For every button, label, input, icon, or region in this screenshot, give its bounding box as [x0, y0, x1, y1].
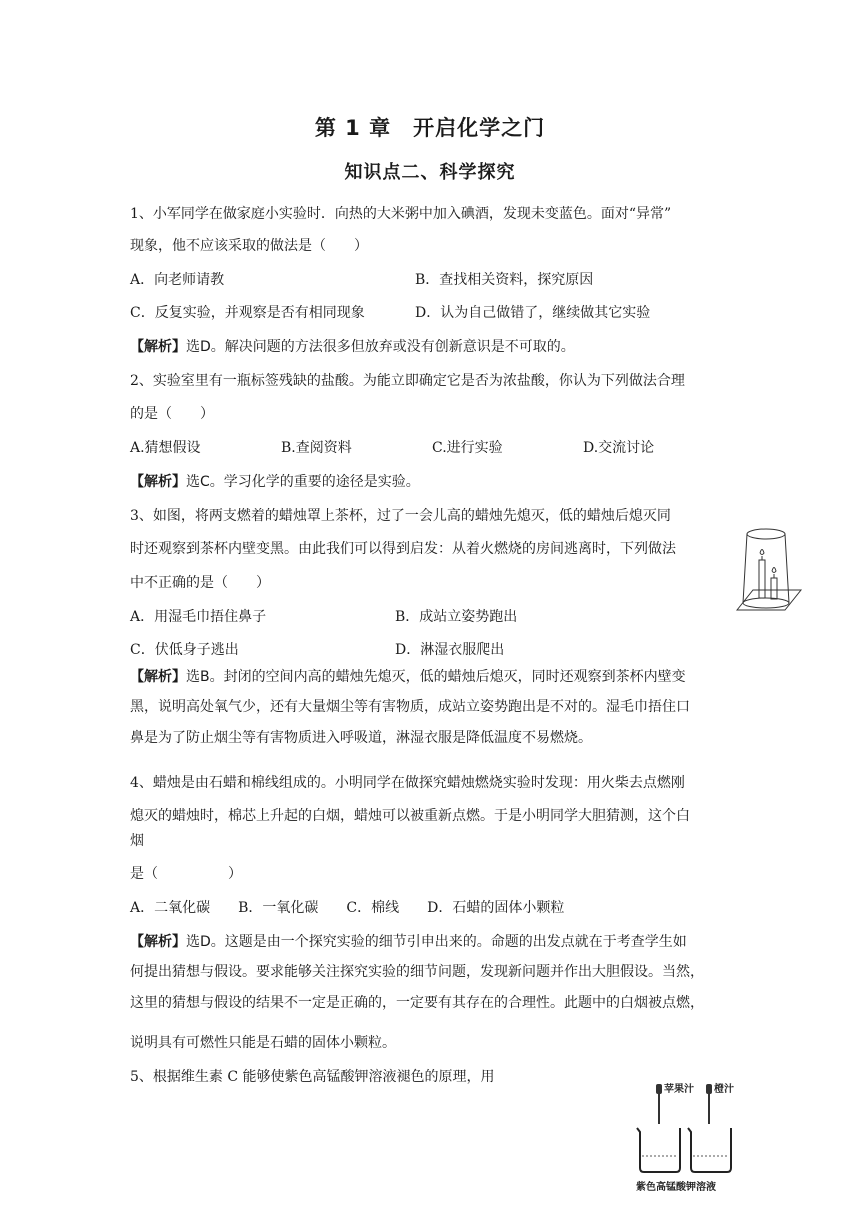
q4-analysis-line1: [130, 932, 687, 952]
dropper-bulb-apple: [656, 1084, 662, 1094]
q5-stem-line1: 5、根据维生素 C 能够使紫色高锰酸钾溶液褪色的原理，用: [130, 1069, 495, 1085]
q3-analysis-line1: [130, 667, 686, 687]
q2-option-c: C.进行实验: [432, 440, 503, 456]
q3-stem-line3: 中不正确的是（ ）: [130, 575, 270, 591]
q4-stem-line2: 熄灭的蜡烛时，棉芯上升起的白烟，蜡烛可以被重新点燃。于是小明同学大胆猜测，这个白: [130, 808, 690, 824]
short-flame-icon: [772, 568, 776, 579]
analysis-tag: 【解析】: [130, 474, 186, 490]
dropper-bulb-orange: [706, 1084, 712, 1094]
q4-options: A．二氧化碳 B．一氧化碳 C．棉线 D．石蜡的固体小颗粒: [130, 900, 565, 916]
q1-option-b: B．查找相关资料，探究原因: [415, 272, 594, 288]
q2-stem-line1: 2、实验室里有一瓶标签残缺的盐酸。为能立即确定它是否为浓盐酸，你认为下列做法合理: [130, 373, 685, 389]
q3-analysis-text: 选B。封闭的空间内高的蜡烛先熄灭，低的蜡烛后熄灭，同时还观察到茶杯内壁变: [186, 669, 686, 685]
q2-option-b: B.查阅资料: [281, 440, 352, 456]
q4-stem-line1: 4、蜡烛是由石蜡和棉线组成的。小明同学在做探究蜡烛燃烧实验时发现：用火柴去点燃刚: [130, 775, 685, 791]
q1-option-d: D．认为自己做错了，继续做其它实验: [415, 305, 651, 321]
q2-stem-line2: 的是（ ）: [130, 406, 214, 422]
short-candle: [771, 578, 777, 599]
tall-flame-icon: [760, 550, 764, 561]
q4-analysis-line3: 这里的猜想与假设的结果不一定是正确的，一定要有其存在的合理性。此题中的白烟被点燃，: [130, 995, 704, 1011]
q4-stem-line3: 烟: [130, 833, 144, 849]
q4-analysis-line2: 何提出猜想与假设。要求能够关注探究实验的细节问题，发现新问题并作出大胆假设。当然，: [130, 964, 704, 980]
tall-candle: [759, 560, 765, 598]
q3-analysis-line3: 鼻是为了防止烟尘等有害物质进入呼吸道，淋湿衣服是降低温度不易燃烧。: [130, 730, 592, 746]
analysis-tag: 【解析】: [130, 339, 186, 355]
chapter-title: 第 1 章 开启化学之门: [314, 116, 546, 140]
q3-stem-line2: 时还观察到茶杯内壁变黑。由此我们可以得到启发：从着火燃烧的房间逃离时，下列做法: [130, 541, 676, 557]
cup-body: [743, 534, 789, 603]
q1-stem-line2: 现象，他不应该采取的做法是（ ）: [130, 238, 368, 254]
q2-analysis-text: 选C。学习化学的重要的途径是实验。: [186, 474, 420, 490]
q2-option-a: A.猜想假设: [130, 440, 201, 456]
q2-option-d: D.交流讨论: [583, 440, 655, 456]
q3-stem-line1: 3、如图，将两支燃着的蜡烛罩上茶杯，过了一会儿高的蜡烛先熄灭，低的蜡烛后熄灭同: [130, 508, 671, 524]
beaker-left: [637, 1128, 680, 1172]
orange-juice-label: 橙汁: [714, 1084, 734, 1095]
beaker-right: [688, 1128, 731, 1172]
cup-candles-figure: [733, 520, 803, 620]
q4-analysis-line4: 说明具有可燃性只能是石蜡的固体小颗粒。: [130, 1035, 396, 1051]
analysis-tag: 【解析】: [130, 934, 186, 950]
beaker-caption: 紫色高锰酸钾溶液: [636, 1182, 716, 1193]
cup-bottom: [747, 529, 785, 539]
analysis-tag: 【解析】: [130, 669, 186, 685]
q3-option-c: C．伏低身子逃出: [130, 642, 239, 658]
q1-stem-line1: 1、小军同学在做家庭小实验时．向热的大米粥中加入碘酒，发现未变蓝色。面对“异常”: [130, 206, 672, 222]
q3-option-b: B．成站立姿势跑出: [395, 609, 518, 625]
cup-rim: [743, 598, 789, 608]
q1-analysis: [130, 337, 575, 357]
q2-analysis: [130, 472, 420, 492]
q1-option-a: A．向老师请教: [130, 272, 225, 288]
q3-option-d: D．淋湿衣服爬出: [395, 642, 505, 658]
q3-analysis-line2: 黑，说明高处氧气少，还有大量烟尘等有害物质，成站立姿势跑出是不对的。湿毛巾捂住口: [130, 699, 690, 715]
apple-juice-label: 苹果汁: [664, 1084, 694, 1095]
q4-analysis-text: 选D。这题是由一个探究实验的细节引申出来的。命题的出发点就在于考查学生如: [186, 934, 687, 950]
q3-option-a: A．用湿毛巾捂住鼻子: [130, 609, 267, 625]
q1-analysis-text: 选D。解决问题的方法很多但放弃或没有创新意识是不可取的。: [186, 339, 575, 355]
section-subtitle: 知识点二、科学探究: [344, 162, 516, 183]
q4-stem-line4: 是（ ）: [130, 866, 242, 882]
beakers-figure: [632, 1078, 762, 1198]
q1-option-c: C．反复实验，并观察是否有相同现象: [130, 305, 365, 321]
